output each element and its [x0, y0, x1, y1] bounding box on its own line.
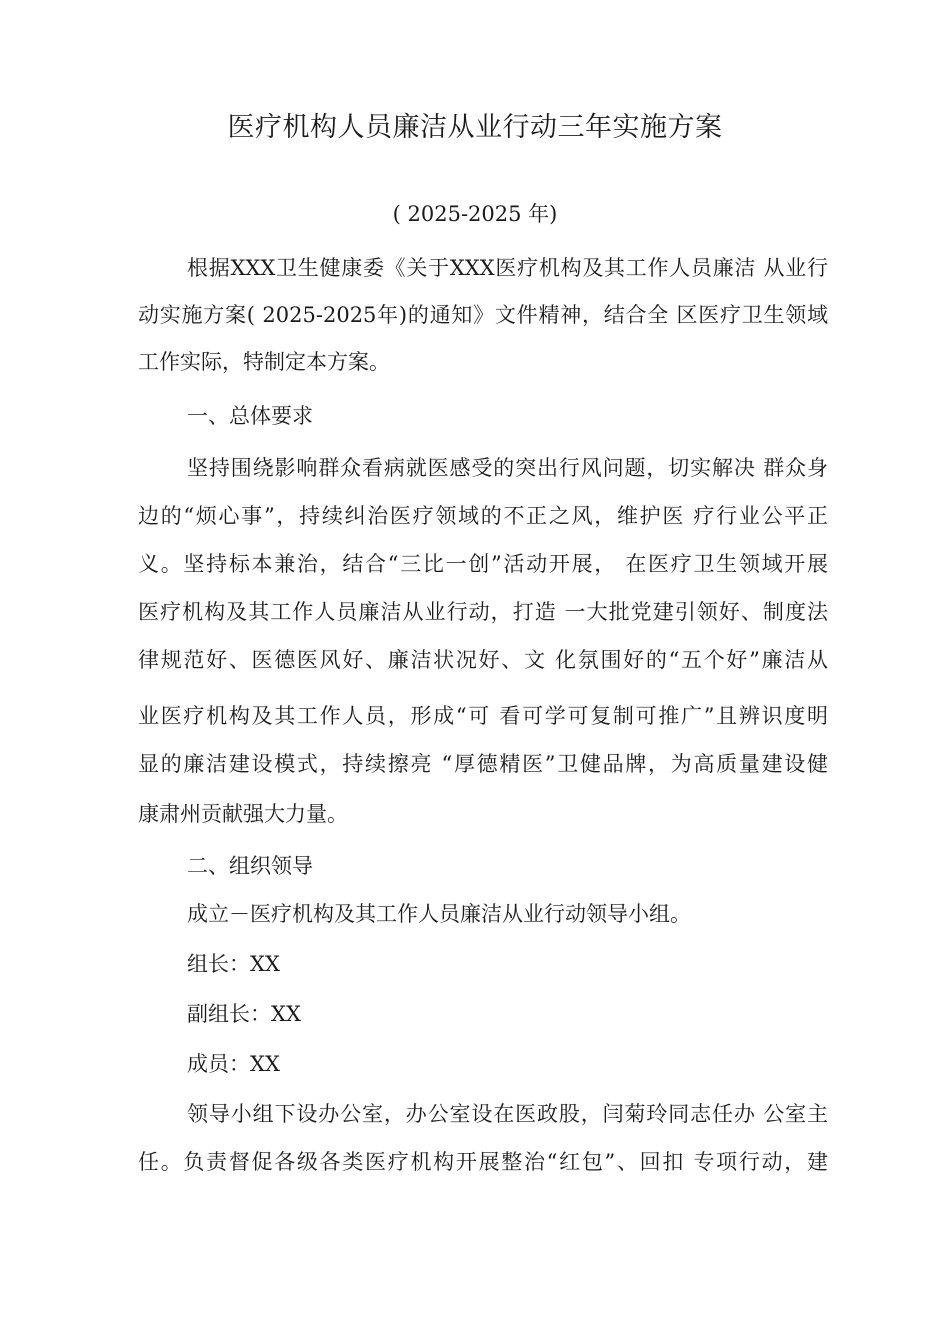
paragraph-requirements-line-8: 康肃州贡献强大力量。	[138, 802, 348, 826]
paragraph-intro-line-3: 工作实际，特制定本方案。	[138, 350, 390, 374]
paragraph-requirements-line-2: 边的“烦心事”，持续纠治医疗领域的不正之风，维护医 疗行业公平正	[138, 504, 828, 528]
document-subtitle: ( 2025-2025 年)	[392, 202, 558, 226]
paragraph-intro-line-1: 根据XXX卫生健康委《关于XXX医疗机构及其工作人员廉洁 从业行	[187, 256, 828, 280]
members-line: 成员：XX	[187, 1052, 280, 1076]
paragraph-requirements-line-1: 坚持围绕影响群众看病就医感受的突出行风问题，切实解决 群众身	[187, 456, 828, 480]
paragraph-requirements-line-4: 医疗机构及其工作人员廉洁从业行动，打造 一大批党建引领好、制度法	[138, 600, 828, 624]
paragraph-office-line-2: 任。负责督促各级各类医疗机构开展整治“红包”、回扣 专项行动，建	[138, 1150, 828, 1174]
paragraph-leading-group: 成立－医疗机构及其工作人员廉洁从业行动领导小组。	[187, 902, 691, 926]
section-heading-general-requirements: 一、总体要求	[187, 404, 313, 428]
document-title: 医疗机构人员廉洁从业行动三年实施方案	[227, 112, 723, 143]
paragraph-requirements-line-7: 显的廉洁建设模式，持续擦亮 “厚德精医”卫健品牌，为高质量建设健	[138, 752, 828, 776]
section-heading-organization: 二、组织领导	[187, 854, 313, 878]
paragraph-requirements-line-5: 律规范好、医德医风好、廉洁状况好、文 化氛围好的“五个好”廉洁从	[138, 648, 828, 672]
paragraph-requirements-line-6: 业医疗机构及其工作人员，形成“可 看可学可复制可推广”且辨识度明	[138, 704, 828, 728]
group-leader-line: 组长：XX	[187, 952, 280, 976]
paragraph-requirements-line-3: 义。坚持标本兼治，结合“三比一创”活动开展， 在医疗卫生领域开展	[138, 552, 828, 576]
deputy-leader-line: 副组长：XX	[187, 1002, 301, 1026]
paragraph-office-line-1: 领导小组下设办公室，办公室设在医政股，闫菊玲同志任办 公室主	[187, 1102, 828, 1126]
paragraph-intro-line-2: 动实施方案( 2025-2025年)的通知》文件精神，结合全 区医疗卫生领域	[138, 303, 828, 327]
